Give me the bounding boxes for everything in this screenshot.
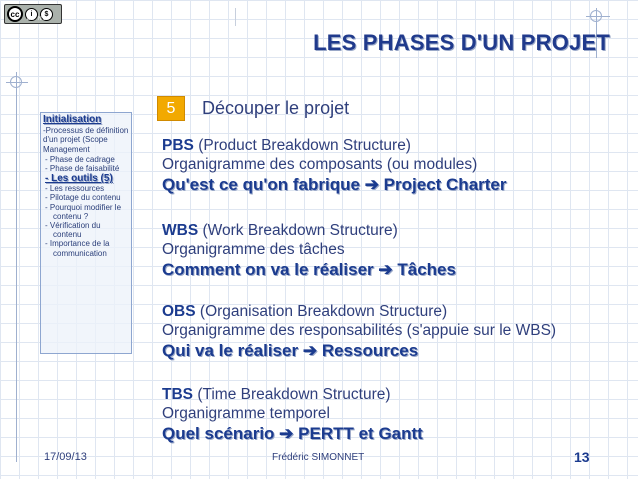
pbs-heading bbox=[162, 136, 507, 155]
tbs-description: Organigramme temporel bbox=[162, 405, 330, 422]
wbs-heading bbox=[162, 221, 456, 240]
obs-result-text: Qui va le réaliser bbox=[162, 341, 299, 360]
obs-result bbox=[162, 340, 556, 362]
step-title: Découper le projet bbox=[202, 98, 350, 118]
wbs-expansion: (Work Breakdown Structure) bbox=[202, 222, 398, 239]
step-number-badge: 5 bbox=[157, 96, 185, 121]
pbs-expansion: (Product Breakdown Structure) bbox=[198, 137, 411, 154]
pbs-description: Organigramme des composants (ou modules) bbox=[162, 156, 478, 173]
wbs-acronym: WBS bbox=[162, 222, 199, 239]
arrow-icon: ➔ bbox=[279, 424, 294, 443]
pbs-target: Project Charter bbox=[383, 175, 507, 194]
sidebar-item-pourquoi[interactable]: - Pourquoi modifier le contenu ? bbox=[45, 202, 122, 221]
attribution-icon: i bbox=[25, 8, 38, 21]
wbs-result bbox=[162, 259, 456, 281]
sidebar-item-outils[interactable]: - Les outils (5) bbox=[45, 173, 113, 185]
license-nc-label: NC bbox=[37, 16, 48, 22]
sidebar-list bbox=[43, 155, 129, 258]
arrow-icon: ➔ bbox=[378, 260, 393, 279]
sidebar-item-communication[interactable]: - Importance de la communication bbox=[45, 239, 110, 258]
top-rule bbox=[235, 8, 638, 26]
tbs-heading bbox=[162, 385, 423, 404]
right-margin-circle bbox=[590, 10, 602, 22]
sidebar-item-faisabilite[interactable]: - Phase de faisabilité bbox=[45, 164, 120, 174]
obs-target: Ressources bbox=[321, 341, 419, 360]
sidebar-item-pilotage[interactable]: - Pilotage du contenu bbox=[45, 193, 121, 203]
sidebar-navigation bbox=[40, 112, 132, 354]
slide-title: LES PHASES D'UN PROJET bbox=[313, 30, 610, 55]
obs-heading bbox=[162, 302, 556, 321]
tbs-expansion: (Time Breakdown Structure) bbox=[197, 386, 391, 403]
license-labels bbox=[27, 16, 47, 22]
noncommercial-icon: $ bbox=[40, 8, 53, 21]
arrow-icon: ➔ bbox=[302, 341, 318, 360]
sidebar-item-ressources[interactable]: - Les ressources bbox=[45, 184, 105, 194]
pbs-result bbox=[162, 174, 507, 196]
obs-acronym: OBS bbox=[162, 303, 196, 320]
obs-expansion: (Organisation Breakdown Structure) bbox=[199, 303, 448, 320]
sidebar-item-verification[interactable]: - Vérification du contenu bbox=[45, 221, 101, 240]
wbs-result-text: Comment on va le réaliser bbox=[162, 260, 374, 279]
sidebar-intro: -Processus de définition d'un projet (Scope Management bbox=[43, 126, 129, 154]
left-margin-line bbox=[16, 72, 17, 462]
sidebar-item-cadrage[interactable]: - Phase de cadrage bbox=[45, 154, 115, 164]
wbs-target: Tâches bbox=[397, 260, 456, 279]
tbs-block bbox=[162, 385, 423, 445]
pbs-result-text: Qu'est ce qu'on fabrique bbox=[162, 175, 360, 194]
page-number: 13 bbox=[574, 449, 590, 465]
tbs-acronym: TBS bbox=[162, 386, 193, 403]
arrow-icon: ➔ bbox=[364, 175, 379, 194]
wbs-description: Organigramme des tâches bbox=[162, 241, 345, 258]
cc-icon: cc bbox=[7, 6, 23, 22]
tbs-result bbox=[162, 423, 423, 445]
obs-description: Organigramme des responsabilités (s'appuie sur le WBS) bbox=[162, 322, 557, 339]
wbs-block bbox=[162, 221, 456, 281]
creative-commons-by-nc-icon bbox=[4, 4, 62, 24]
obs-block bbox=[162, 302, 556, 362]
pbs-block bbox=[162, 136, 507, 196]
sidebar-heading[interactable]: Initialisation bbox=[43, 114, 102, 125]
pbs-acronym: PBS bbox=[162, 137, 194, 154]
left-margin-circle bbox=[10, 76, 22, 88]
tbs-result-text: Quel scénario bbox=[162, 424, 275, 443]
license-by-label: BY bbox=[27, 16, 36, 22]
tbs-target: PERTT et Gantt bbox=[298, 424, 423, 443]
footer-date: 17/09/13 bbox=[44, 451, 87, 463]
footer-author: Frédéric SIMONNET bbox=[272, 452, 365, 463]
